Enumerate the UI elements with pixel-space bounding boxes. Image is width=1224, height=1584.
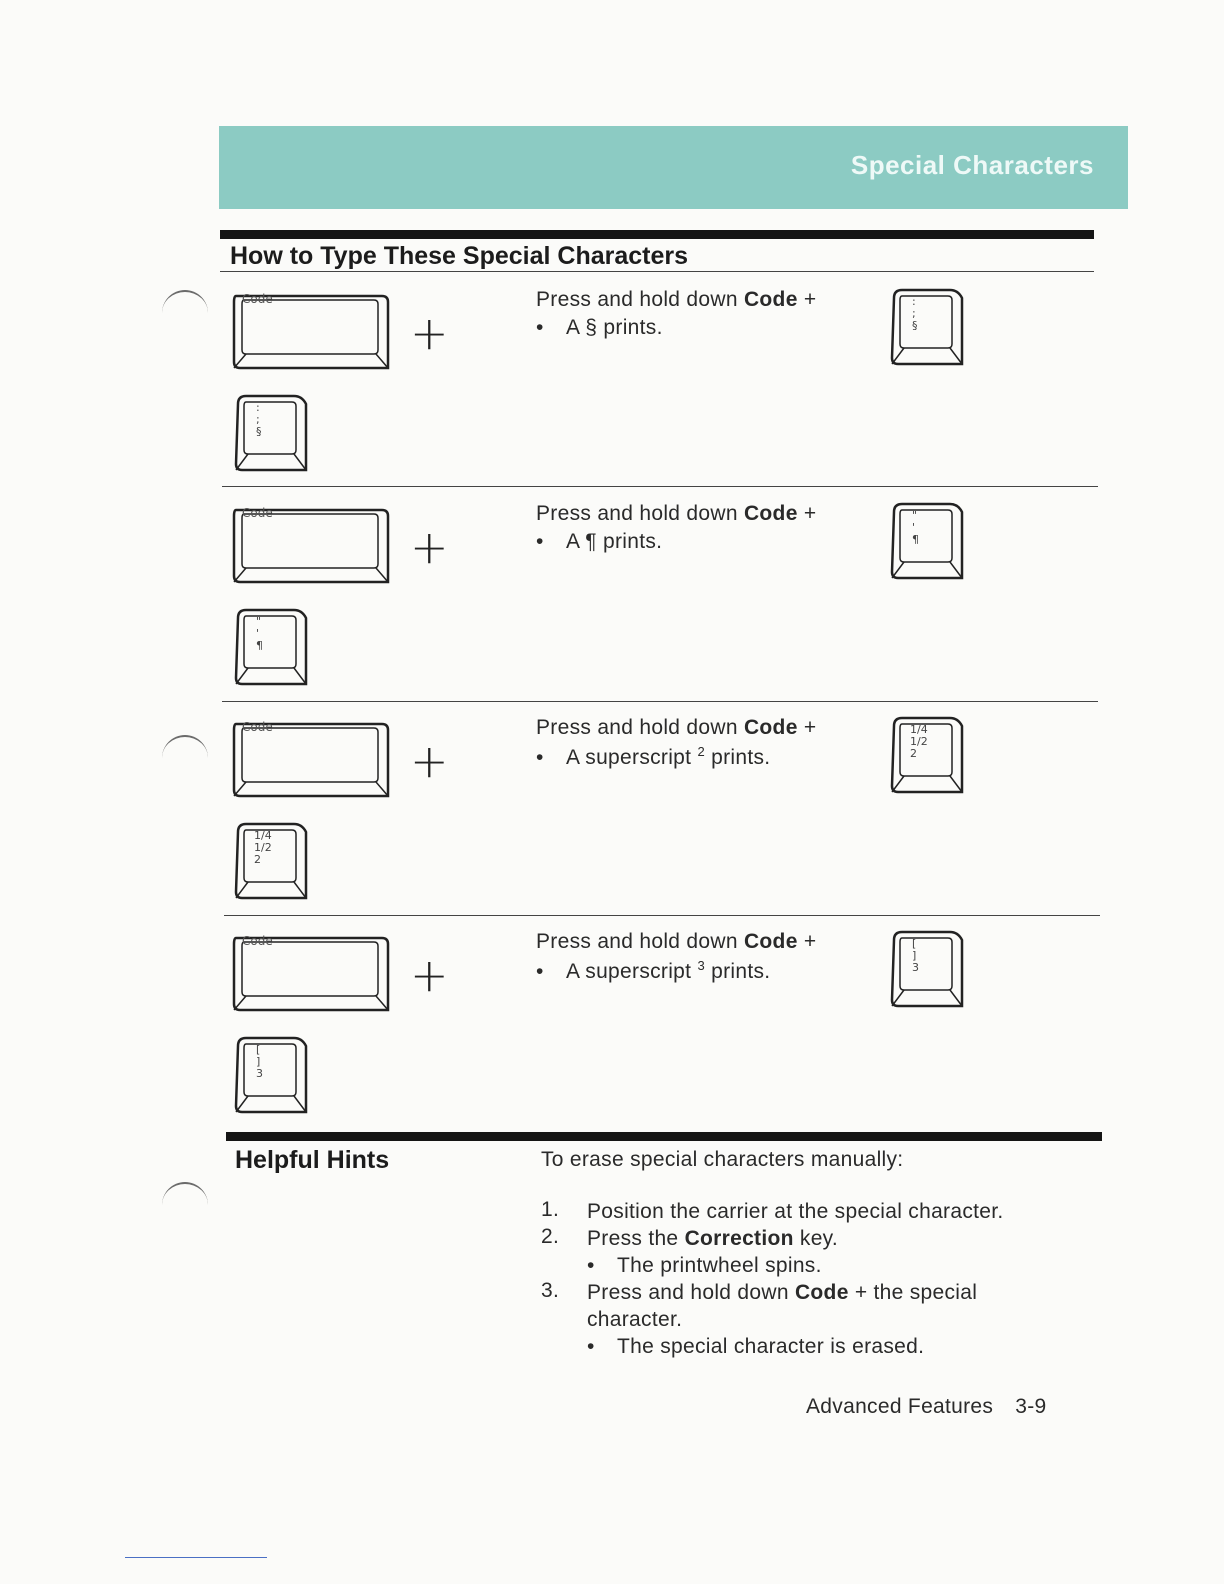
section-title: How to Type These Special Characters [230, 242, 689, 270]
code-key-label: Code [242, 292, 273, 306]
section-rule [226, 1132, 1102, 1141]
instruction-text: Press and hold down Code + [536, 502, 817, 525]
header-banner [219, 126, 1128, 209]
key-legend: 1/4 1/2 2 [910, 723, 928, 760]
code-key-label: Code [242, 934, 273, 948]
hints-intro: To erase special characters manually: [541, 1148, 904, 1171]
page-number: 3-9 [1015, 1395, 1047, 1418]
divider [224, 915, 1100, 916]
code-key-label: Code [242, 720, 273, 734]
key-legend: " ' ¶ [256, 615, 263, 652]
character-key-icon [888, 502, 966, 582]
step-number: 1. [541, 1198, 560, 1221]
plus-icon: + [410, 948, 449, 1002]
result-bullet: • A superscript $^2$ prints. [536, 744, 771, 769]
plus-icon: + [410, 306, 449, 360]
page-footer [806, 1395, 1046, 1419]
scan-line [125, 1557, 267, 1558]
binder-hole [162, 1182, 208, 1212]
result-bullet: • A superscript $^3$ prints. [536, 958, 771, 983]
key-legend: 1/4 1/2 2 [254, 829, 272, 866]
key-legend: [ ] 3 [912, 937, 919, 974]
divider [222, 486, 1098, 487]
footer-section: Advanced Features [806, 1395, 994, 1418]
code-key-label: Code [242, 506, 273, 520]
key-legend: : ; § [912, 295, 918, 332]
key-legend: [ ] 3 [256, 1043, 263, 1080]
character-key-icon [232, 1036, 310, 1116]
result-bullet: • A § prints. [536, 316, 663, 339]
plus-icon: + [410, 734, 449, 788]
character-key-icon [232, 394, 310, 474]
special-char-row [222, 288, 1102, 488]
divider [220, 271, 1094, 272]
special-char-row [222, 930, 1102, 1130]
divider [222, 701, 1098, 702]
step-text: Press and hold down Code + the special character. • The special character is erased. [587, 1281, 978, 1358]
instruction-text: Press and hold down Code + [536, 288, 817, 311]
binder-hole [162, 735, 208, 765]
instruction-text: Press and hold down Code + [536, 716, 817, 739]
step-number: 2. [541, 1225, 560, 1248]
banner-title: Special Characters [850, 150, 1094, 180]
character-key-icon [888, 930, 966, 1010]
special-char-row [222, 502, 1102, 702]
key-legend: " ' ¶ [912, 509, 919, 546]
hints-title: Helpful Hints [235, 1146, 390, 1174]
step-number: 3. [541, 1279, 560, 1302]
step-text: Position the carrier at the special character. [587, 1200, 1004, 1223]
key-legend: : ; § [256, 401, 262, 438]
character-key-icon [232, 608, 310, 688]
result-bullet: • A ¶ prints. [536, 530, 663, 553]
special-char-row [222, 716, 1102, 916]
step-text: Press the Correction key. • The printwheel spins. [587, 1227, 839, 1277]
instruction-text: Press and hold down Code + [536, 930, 817, 953]
character-key-icon [888, 288, 966, 368]
section-rule [220, 230, 1094, 239]
plus-icon: + [410, 520, 449, 574]
binder-hole [162, 290, 208, 320]
